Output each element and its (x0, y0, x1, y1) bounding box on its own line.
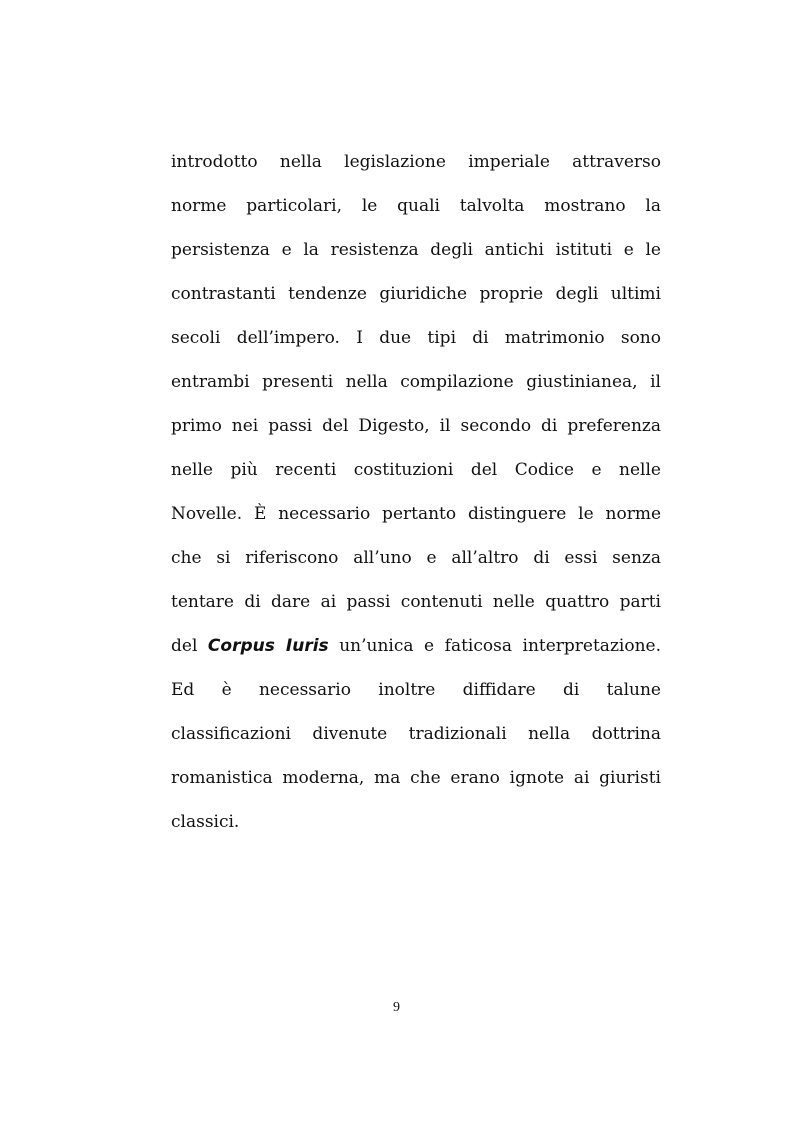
text-line: tentare di dare ai passi contenuti nelle quattro parti (171, 592, 661, 612)
line-text-after: un’unica e faticosa interpretazione. (328, 636, 661, 656)
text-line: primo nei passi del Digesto, il secondo di preferenza (171, 416, 661, 436)
text-line: persistenza e la resistenza degli antichi istituti e le (171, 240, 661, 260)
body-text (171, 144, 661, 848)
corpus-iuris-emphasis: Corpus Iuris (207, 636, 329, 656)
text-line: entrambi presenti nella compilazione giustinianea, il (171, 372, 661, 392)
text-line: contrastanti tendenze giuridiche proprie degli ultimi (171, 284, 661, 304)
text-line-with-emphasis (171, 628, 661, 672)
text-line: classici. (171, 812, 240, 832)
text-line: che si riferiscono all’uno e all’altro di essi senza (171, 548, 661, 568)
text-line: norme particolari, le quali talvolta mostrano la (171, 196, 661, 216)
text-line: introdotto nella legislazione imperiale attraverso (171, 152, 661, 172)
text-line: secoli dell’impero. I due tipi di matrimonio sono (171, 328, 661, 348)
text-line: Ed è necessario inoltre diffidare di talune (171, 680, 661, 700)
text-line: Novelle. È necessario pertanto distinguere le norme (171, 504, 661, 524)
text-line: nelle più recenti costituzioni del Codice e nelle (171, 460, 661, 480)
text-line: romanistica moderna, ma che erano ignote ai giuristi (171, 768, 661, 788)
page-number: 9 (393, 1000, 400, 1015)
text-line: classificazioni divenute tradizionali nella dottrina (171, 724, 661, 744)
line-text-before: del (171, 636, 208, 656)
